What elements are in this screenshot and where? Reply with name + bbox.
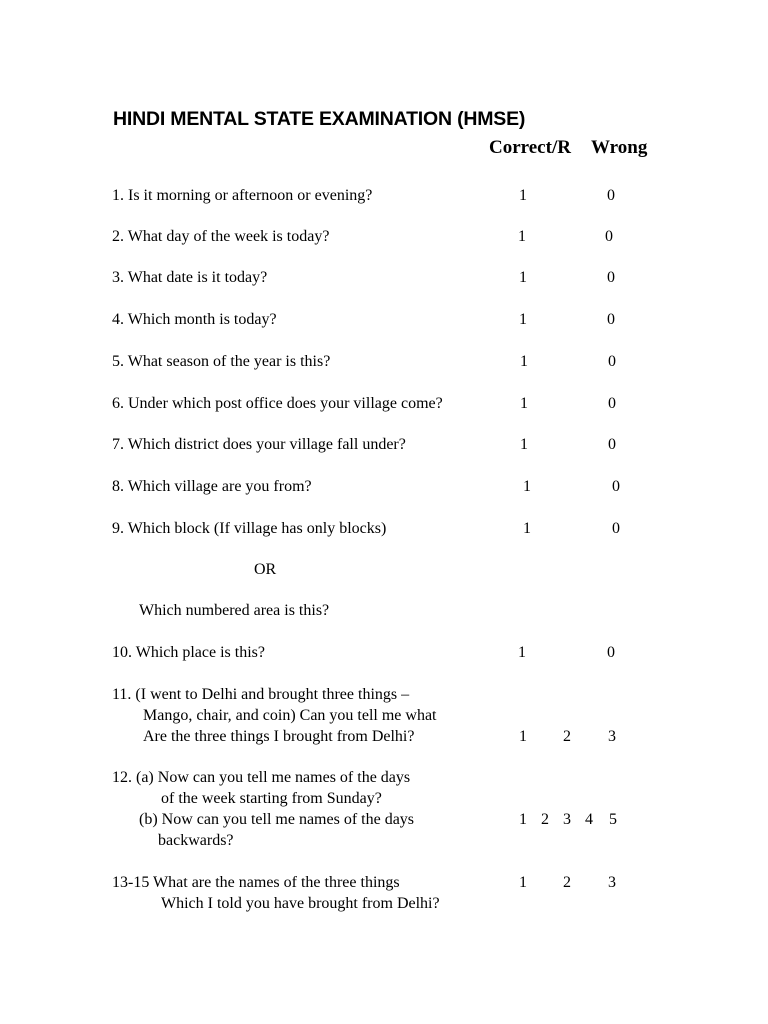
- question-13-15-line-1: 13-15 What are the names of the three things: [112, 874, 400, 891]
- score-correct-3: 1: [519, 269, 527, 286]
- question-7: 7. Which district does your village fall under?: [112, 436, 406, 453]
- score-11-2: 2: [563, 728, 571, 745]
- question-11-line-1: 11. (I went to Delhi and brought three things –: [112, 686, 410, 703]
- score-11-1: 1: [519, 728, 527, 745]
- score-12-2: 2: [541, 811, 549, 828]
- score-wrong-5: 0: [608, 353, 616, 370]
- score-13-1: 1: [519, 874, 527, 891]
- score-correct-8: 1: [523, 478, 531, 495]
- score-wrong-8: 0: [612, 478, 620, 495]
- score-wrong-3: 0: [607, 269, 615, 286]
- score-12-1: 1: [519, 811, 527, 828]
- question-12b-line-1: (b) Now can you tell me names of the days: [139, 811, 415, 828]
- score-correct-5: 1: [520, 353, 528, 370]
- score-wrong-2: 0: [605, 228, 613, 245]
- score-wrong-1: 0: [607, 187, 615, 204]
- question-1: 1. Is it morning or afternoon or evening?: [112, 187, 373, 204]
- column-header-correct: Correct/R: [489, 137, 571, 158]
- question-5: 5. What season of the year is this?: [112, 353, 331, 370]
- score-13-2: 2: [563, 874, 571, 891]
- score-wrong-4: 0: [607, 311, 615, 328]
- question-12b-line-2: backwards?: [158, 832, 234, 849]
- column-header-wrong: Wrong: [591, 137, 648, 158]
- score-wrong-6: 0: [608, 395, 616, 412]
- score-wrong-9: 0: [612, 520, 620, 537]
- score-wrong-10: 0: [607, 644, 615, 661]
- question-3: 3. What date is it today?: [112, 269, 268, 286]
- question-10: 10. Which place is this?: [112, 644, 265, 661]
- document-title: HINDI MENTAL STATE EXAMINATION (HMSE): [113, 108, 526, 130]
- question-11-line-3: Are the three things I brought from Delhi?: [143, 728, 415, 745]
- question-2: 2. What day of the week is today?: [112, 228, 330, 245]
- score-13-3: 3: [608, 874, 616, 891]
- score-correct-4: 1: [519, 311, 527, 328]
- score-correct-6: 1: [520, 395, 528, 412]
- question-12a-line-1: 12. (a) Now can you tell me names of the days: [112, 769, 411, 786]
- score-12-4: 4: [585, 811, 593, 828]
- score-correct-7: 1: [520, 436, 528, 453]
- question-6: 6. Under which post office does your village come?: [112, 395, 443, 412]
- score-12-3: 3: [563, 811, 571, 828]
- score-11-3: 3: [608, 728, 616, 745]
- question-11-line-2: Mango, chair, and coin) Can you tell me what: [143, 707, 437, 724]
- score-correct-2: 1: [518, 228, 526, 245]
- score-correct-9: 1: [523, 520, 531, 537]
- score-12-5: 5: [609, 811, 617, 828]
- score-correct-1: 1: [519, 187, 527, 204]
- question-9-alternative: Which numbered area is this?: [139, 602, 330, 619]
- question-8: 8. Which village are you from?: [112, 478, 312, 495]
- question-12a-line-2: of the week starting from Sunday?: [161, 790, 382, 807]
- question-9: 9. Which block (If village has only blocks): [112, 520, 387, 537]
- question-13-15-line-2: Which I told you have brought from Delhi?: [161, 895, 440, 912]
- question-4: 4. Which month is today?: [112, 311, 277, 328]
- or-separator: OR: [254, 561, 277, 578]
- score-correct-10: 1: [518, 644, 526, 661]
- score-wrong-7: 0: [608, 436, 616, 453]
